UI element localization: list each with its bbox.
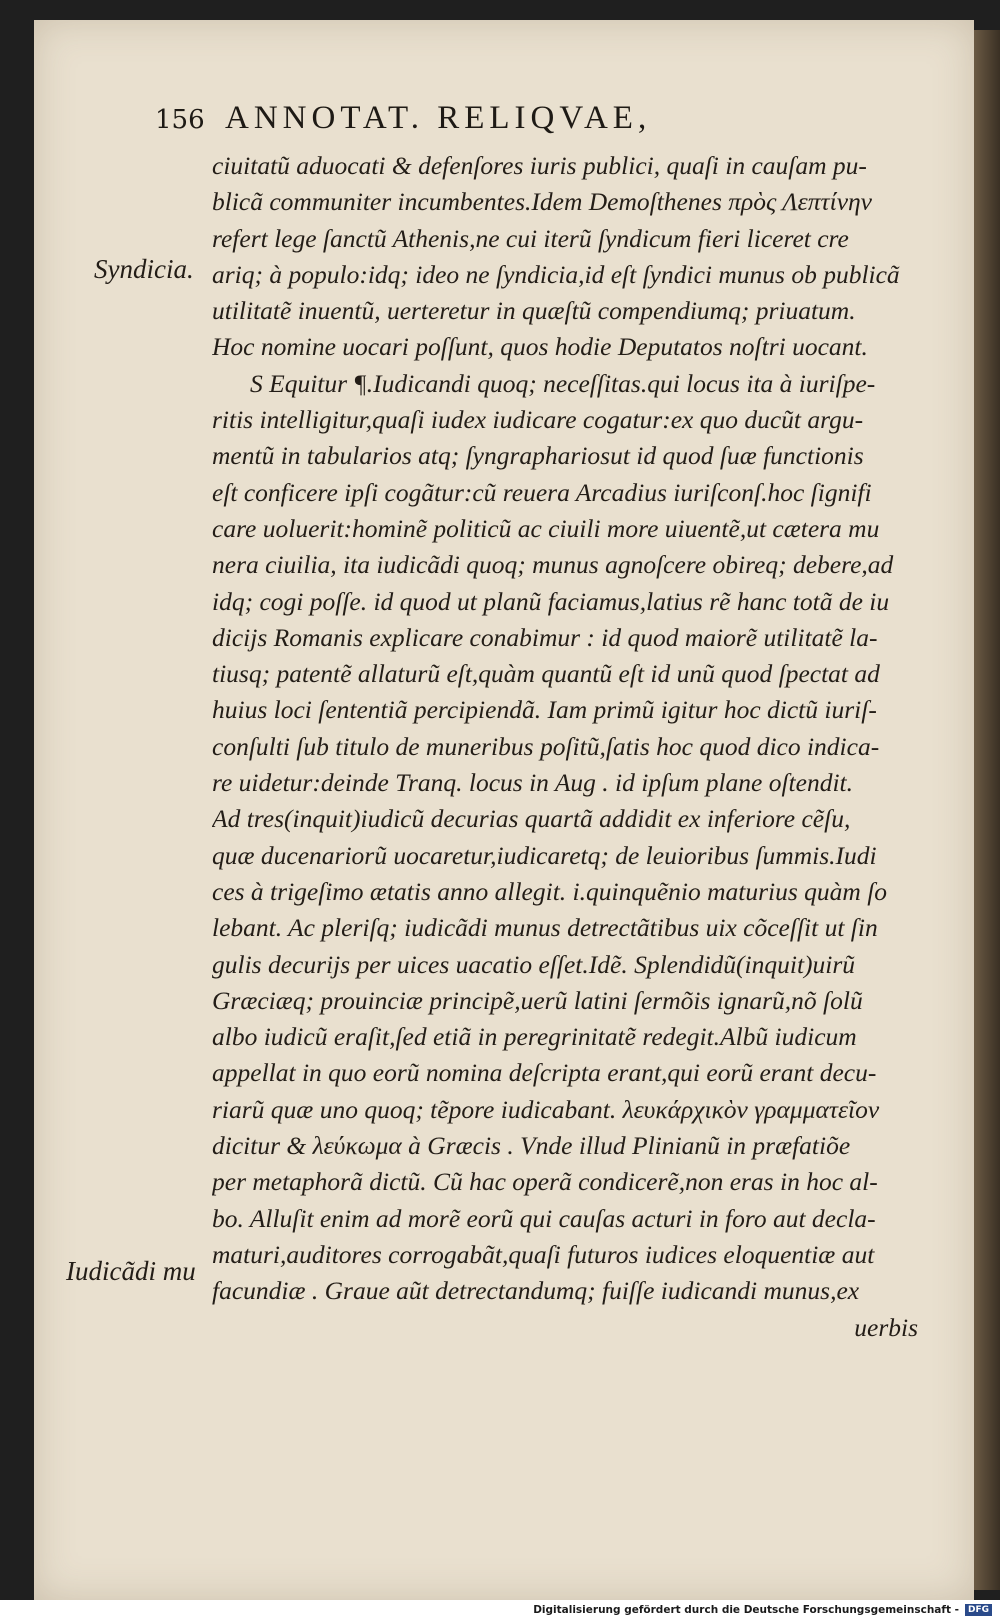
text-line: refert lege ſanctũ Athenis,ne cui iterũ ſyndicum fieri liceret cre: [212, 223, 849, 253]
page-header: [155, 100, 835, 140]
text-line: Hoc nomine uocari poſſunt, quos hodie Deputatos noſtri uocant.: [212, 332, 868, 362]
text-line: idq; cogi poſſe. id quod ut planũ faciamus,latius rẽ hanc totã de iu: [212, 586, 890, 616]
text-line: lebant. Ac pleriſq; iudicãdi munus detrectãtibus uix cõceſſit ut ſin: [212, 913, 878, 943]
text-line: nera ciuilia, ita iudicãdi quoq; munus agnoſcere obireq; debere,ad: [212, 550, 894, 580]
text-line: blicã communiter incumbentes.Idem Demoſthenes πρὸς Λεπτίνην: [212, 187, 872, 217]
body-text: [212, 148, 932, 1346]
text-line: per metaphorã dictũ. Cũ hac operã condicerẽ,non eras in hoc al-: [212, 1167, 878, 1197]
text-line: re uidetur:deinde Tranq. locus in Aug . id ipſum plane oſtendit.: [212, 768, 853, 798]
catchword: uerbis: [854, 1312, 918, 1342]
page-edge: [974, 30, 1000, 1590]
text-line: maturi,auditores corrogabãt,quaſi futuros iudices eloquentiæ aut: [212, 1239, 875, 1269]
margin-note-iudicandi: Iudicãdi mu: [66, 1256, 196, 1286]
text-line: Ad tres(inquit)iudicũ decurias quartã addidit ex inferiore cẽſu,: [212, 804, 851, 834]
text-line: Græciæq; prouinciæ principẽ,uerũ latini ſermõis ignarũ,nõ ſolũ: [212, 985, 863, 1015]
text-line: ciuitatũ aduocati & defenſores iuris publici, quaſi in cauſam pu-: [212, 151, 867, 180]
text-line: riarũ quæ uno quoq; tẽpore iudicabant. λευκάρχικὸν γραμματεῖον: [212, 1094, 880, 1124]
text-line: care uoluerit:hominẽ politicũ ac ciuili more uiuentẽ,ut cætera mu: [212, 513, 880, 543]
text-line: utilitatẽ inuentũ, uerteretur in quæſtũ compendiumq; priuatum.: [212, 296, 856, 326]
text-line: dicijs Romanis explicare conabimur : id quod maiorẽ utilitatẽ la-: [212, 622, 878, 652]
text-line: ritis intelligitur,quaſi iudex iudicare cogatur:ex quo ducũt argu-: [212, 405, 864, 435]
footer-bar: [0, 1600, 1000, 1619]
text-line: huius loci ſententiã percipiendã. Iam primũ igitur hoc dictũ iuriſ-: [212, 695, 877, 725]
text-line: facundiæ . Graue aũt detrectandumq; fuiſſe iudicandi munus,ex: [212, 1276, 860, 1306]
text-line: appellat in quo eorũ nomina deſcripta erant,qui eorũ erant decu-: [212, 1058, 877, 1088]
text-line: gulis decurijs per uices uacatio eſſet.Idẽ. Splendidũ(inquit)uirũ: [212, 949, 856, 979]
page-number: 156: [155, 105, 205, 135]
text-line: albo iudicũ eraſit,ſed etiã in peregrinitatẽ redegit.Albũ iudicum: [212, 1022, 857, 1052]
margin-note-syndicia: Syndicia.: [94, 254, 194, 284]
text-line: dicitur & λεύκωμα à Græcis . Vnde illud Plinianũ in præfatiõe: [212, 1131, 851, 1161]
text-line: S Equitur ¶.Iudicandi quoq; neceſſitas.qui locus ita à iuriſpe-: [250, 368, 876, 398]
running-title: ANNOTAT. RELIQVAE,: [225, 100, 652, 136]
text-line: tiusq; patentẽ allaturũ eſt,quàm quantũ eſt id unũ quod ſpectat ad: [212, 659, 880, 689]
text-line: ces à trigeſimo ætatis anno allegit. i.quinquẽnio maturius quàm ſo: [212, 876, 888, 906]
text-line: bo. Alluſit enim ad morẽ eorũ qui cauſas acturi in foro aut decla-: [212, 1203, 876, 1233]
text-line: ariq; à populo:idq; ideo ne ſyndicia,id eſt ſyndici munus ob publicã: [212, 259, 900, 289]
funding-credit: Digitalisierung gefördert durch die Deutsche Forschungsgemeinschaft -: [533, 1603, 959, 1616]
text-line: quæ ducenariorũ uocaretur,iudicaretq; de leuioribus ſummis.Iudi: [212, 840, 877, 870]
dfg-logo: DFG: [965, 1604, 992, 1616]
text-line: conſulti ſub titulo de muneribus poſitũ,ſatis hoc quod dico indica-: [212, 731, 880, 761]
text-line: eſt conficere ipſi cogãtur:cũ reuera Arcadius iuriſconſ.hoc ſignifi: [212, 477, 872, 507]
text-line: mentũ in tabularios atq; ſyngraphariosut id quod ſuæ functionis: [212, 441, 864, 471]
